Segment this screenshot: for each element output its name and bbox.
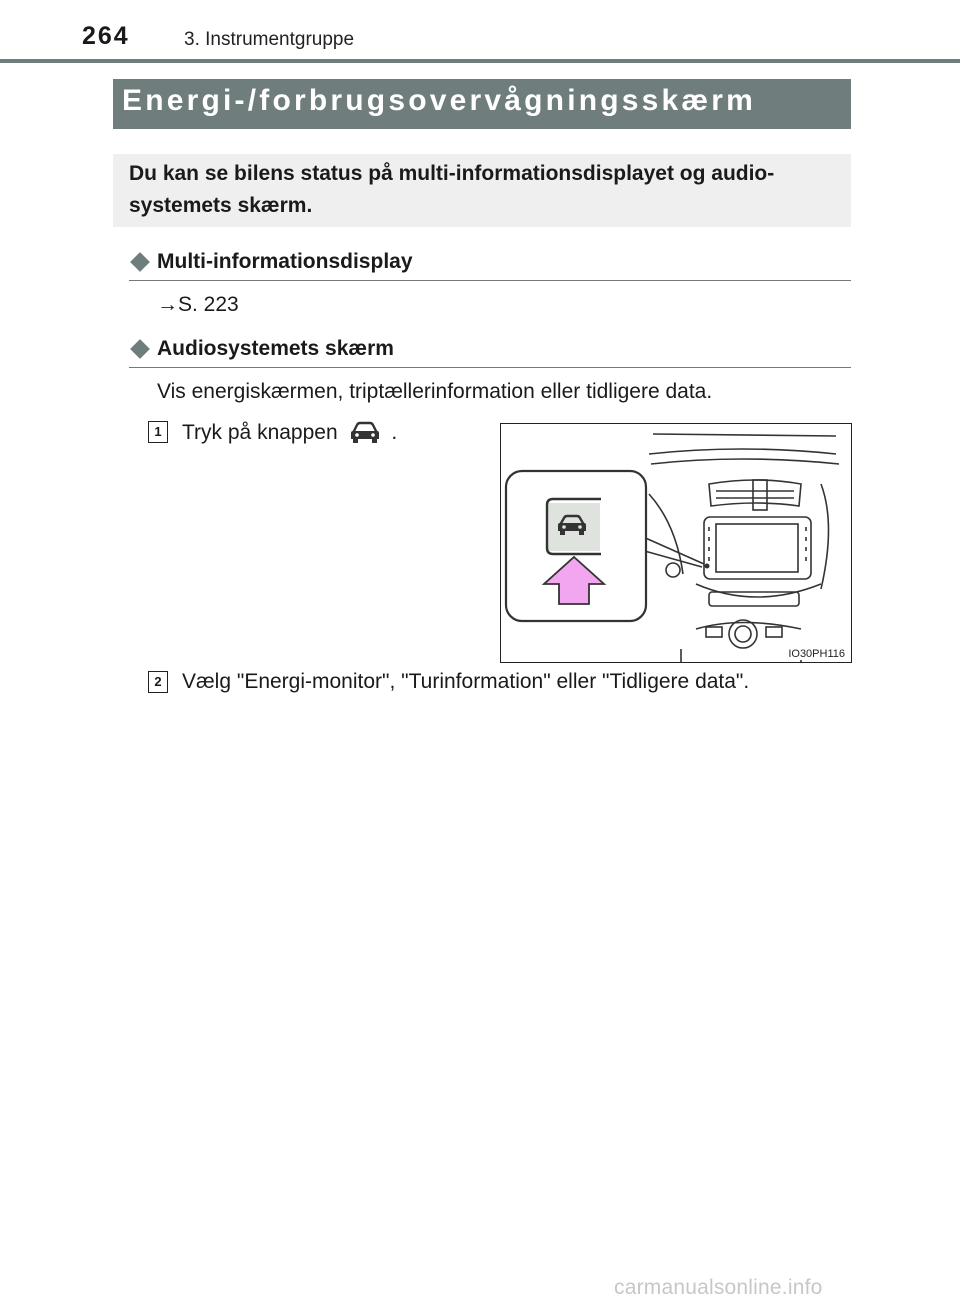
watermark: carmanualsonline.info — [614, 1276, 823, 1299]
page-number: 264 — [82, 22, 130, 50]
diamond-bullet-icon — [130, 252, 150, 272]
step-number: 2 — [148, 671, 168, 693]
car-button-icon — [348, 420, 382, 450]
subsection-heading-multi-info: Multi-informationsdisplay — [157, 250, 413, 273]
page-reference: →S. 223 — [157, 293, 239, 316]
subsection-description: Vis energiskærmen, triptællerinformation eller tidligere data. — [157, 380, 713, 403]
dashboard-illustration — [500, 423, 852, 663]
step-1-text-before: Tryk på knappen — [182, 421, 338, 444]
subsection-divider — [129, 280, 851, 281]
subsection-divider — [129, 367, 851, 368]
diamond-bullet-icon — [130, 339, 150, 359]
step-2-text: Vælg "Energi-monitor", "Turinformation" eller "Tidligere data". — [182, 670, 750, 693]
chapter-title: 3. Instrumentgruppe — [184, 29, 355, 50]
header-divider — [0, 59, 960, 63]
intro-text: Du kan se bilens status på multi-informationsdisplayet og audio-systemets skærm. — [129, 162, 775, 217]
step-number: 1 — [148, 421, 168, 443]
section-title: Energi-/forbrugsovervågningsskærm — [122, 84, 757, 117]
step-1-text — [182, 420, 397, 450]
subsection-heading-audio: Audiosystemets skærm — [157, 337, 394, 360]
dashboard-drawing — [501, 424, 851, 662]
step-1-text-after: . — [391, 421, 398, 444]
illustration-code: IO30PH116 — [788, 648, 845, 660]
